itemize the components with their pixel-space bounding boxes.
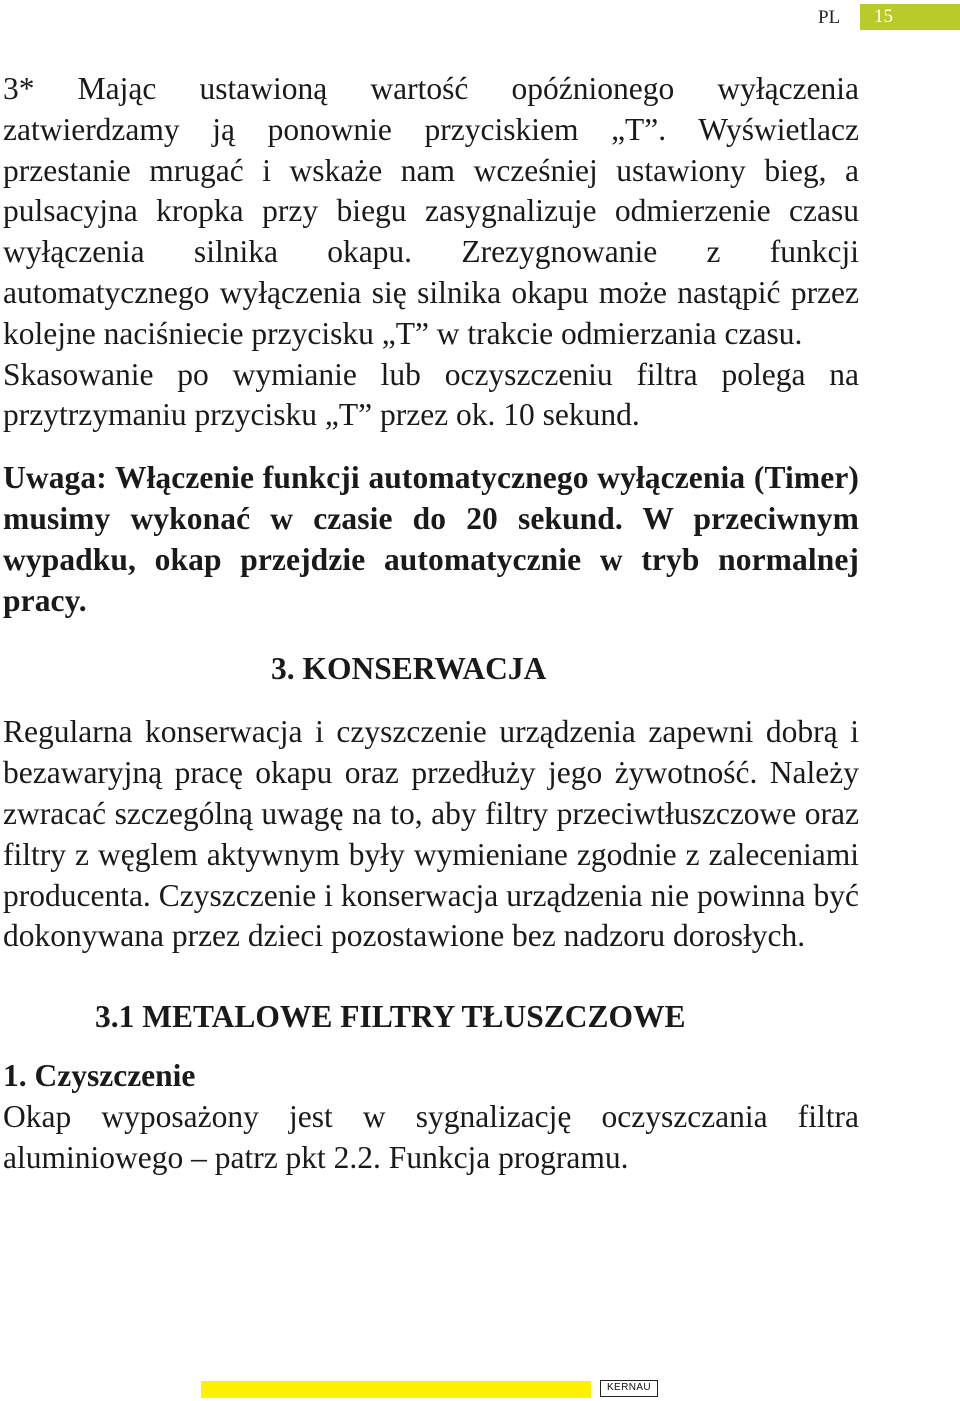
brand-logo: KERNAU: [600, 1380, 658, 1397]
page-number-badge: 15: [860, 4, 960, 30]
footer-accent-bar: [201, 1381, 591, 1398]
subheading-cleaning: 1. Czyszczenie: [3, 1058, 196, 1094]
language-label: PL: [818, 7, 841, 28]
paragraph-note: Uwaga: Włączenie funkcji automatycznego wyłączenia (Timer) musimy wykonać w czasie do 20 sekund. W przeciwnym wypadku, okap przejdzie automatycznie w tryb normalnej pracy.: [3, 460, 859, 618]
subsection-title-filters: 3.1 METALOWE FILTRY TŁUSZCZOWE: [95, 999, 686, 1035]
paragraph-cleaning: Okap wyposażony jest w sygnalizację oczyszczania filtra aluminiowego – patrz pkt 2.2. Funkcja programu.: [3, 1099, 859, 1175]
paragraph-maintenance: Regularna konserwacja i czyszczenie urządzenia zapewni dobrą i bezawaryjną pracę okapu oraz przedłuży jego żywotność. Należy zwracać szczególną uwagę na to, aby filtry przeciwtłuszczowe oraz filtry z węglem aktywnym były wymieniane zgodnie z zaleceniami producenta. Czyszczenie i konserwacja urządzenia nie powinna być dokonywana przez dzieci pozostawione bez nadzoru dorosłych.: [3, 714, 859, 954]
section-title-maintenance: 3. KONSERWACJA: [271, 651, 547, 687]
document-body: [3, 69, 859, 1179]
paragraph-filter-reset: Skasowanie po wymianie lub oczyszczeniu filtra polega na przytrzymaniu przycisku „T” przez ok. 10 sekund.: [3, 356, 859, 433]
paragraph-timer-confirm: 3* Mając ustawioną wartość opóźnionego wyłączenia zatwierdzamy ją ponownie przyciskiem „T”. Wyświetlacz przestanie mrugać i wskaże nam wcześniej ustawiony bieg, a pulsacyjna kropka przy biegu zasygnalizuje odmierzenie czasu wyłączenia silnika okapu. Zrezygnowanie z funkcji automatycznego wyłączenia się silnika okapu może nastąpić przez kolejne naciśniecie przycisku „T” w trakcie odmierzania czasu.: [3, 71, 859, 351]
